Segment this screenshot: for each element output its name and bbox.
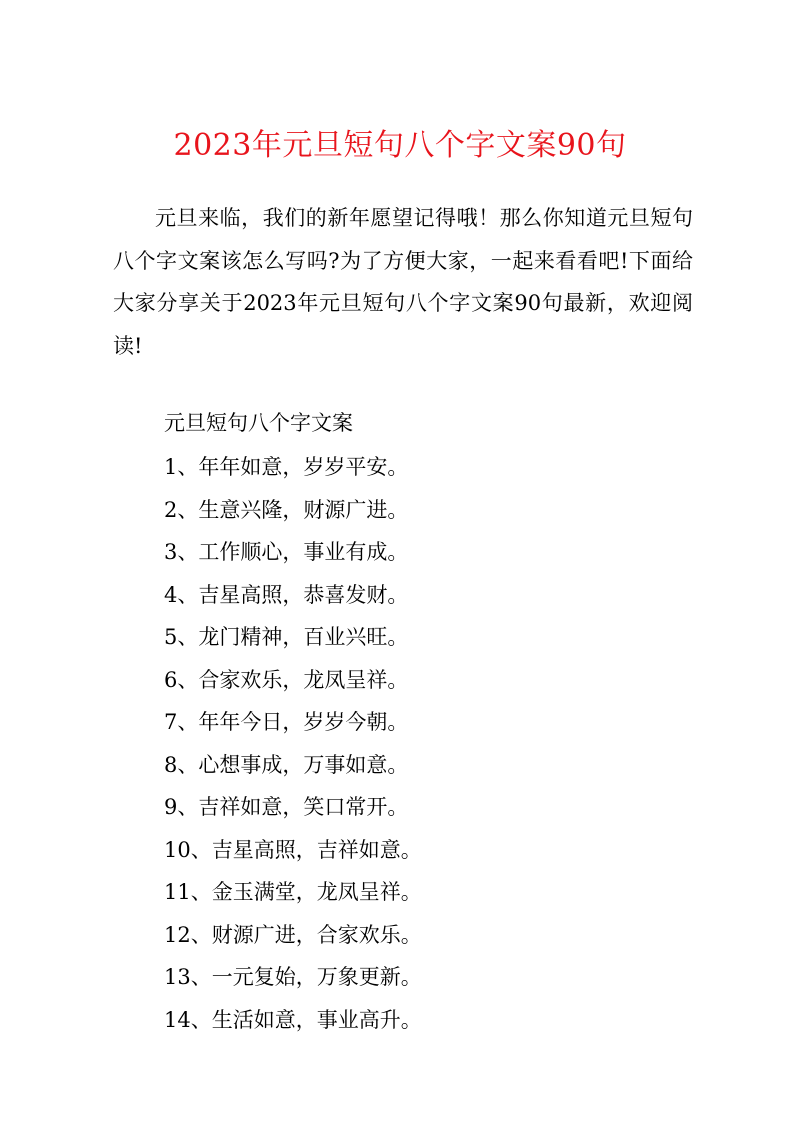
list-item: 11、金玉满堂，龙凤呈祥。: [164, 880, 422, 904]
list-item: 7、年年今日，岁岁今朝。: [164, 710, 409, 734]
list-item: 14、生活如意，事业高升。: [164, 1007, 422, 1032]
list-item: 1、年年如意，岁岁平安。: [164, 455, 409, 479]
list-item: 12、财源广进，合家欢乐。: [164, 922, 422, 947]
list-item: 6、合家欢乐，龙凤呈祥。: [164, 667, 409, 692]
list-item: 13、一元复始，万象更新。: [164, 965, 422, 989]
section-heading: 元旦短句八个字文案: [164, 411, 353, 435]
list-item: 10、吉星高照，吉祥如意。: [164, 837, 422, 862]
list-item: 8、心想事成，万事如意。: [164, 752, 409, 777]
list-item: 3、工作顺心，事业有成。: [164, 540, 409, 564]
slogan-list: [164, 446, 422, 1041]
list-item: 4、吉星高照，恭喜发财。: [164, 582, 409, 607]
document-title: 2023年元旦短句八个字文案90句: [173, 128, 627, 163]
intro-paragraph: 元旦来临，我们的新年愿望记得哦！那么你知道元旦短句八个字文案该怎么写吗?为了方便大家，一起来看看吧!下面给大家分享关于2023年元旦短句八个字文案90句最新，欢迎阅读!: [113, 206, 693, 358]
list-item: 5、龙门精神，百业兴旺。: [164, 625, 409, 649]
list-item: 2、生意兴隆，财源广进。: [164, 497, 409, 522]
list-item: 9、吉祥如意，笑口常开。: [164, 795, 409, 819]
